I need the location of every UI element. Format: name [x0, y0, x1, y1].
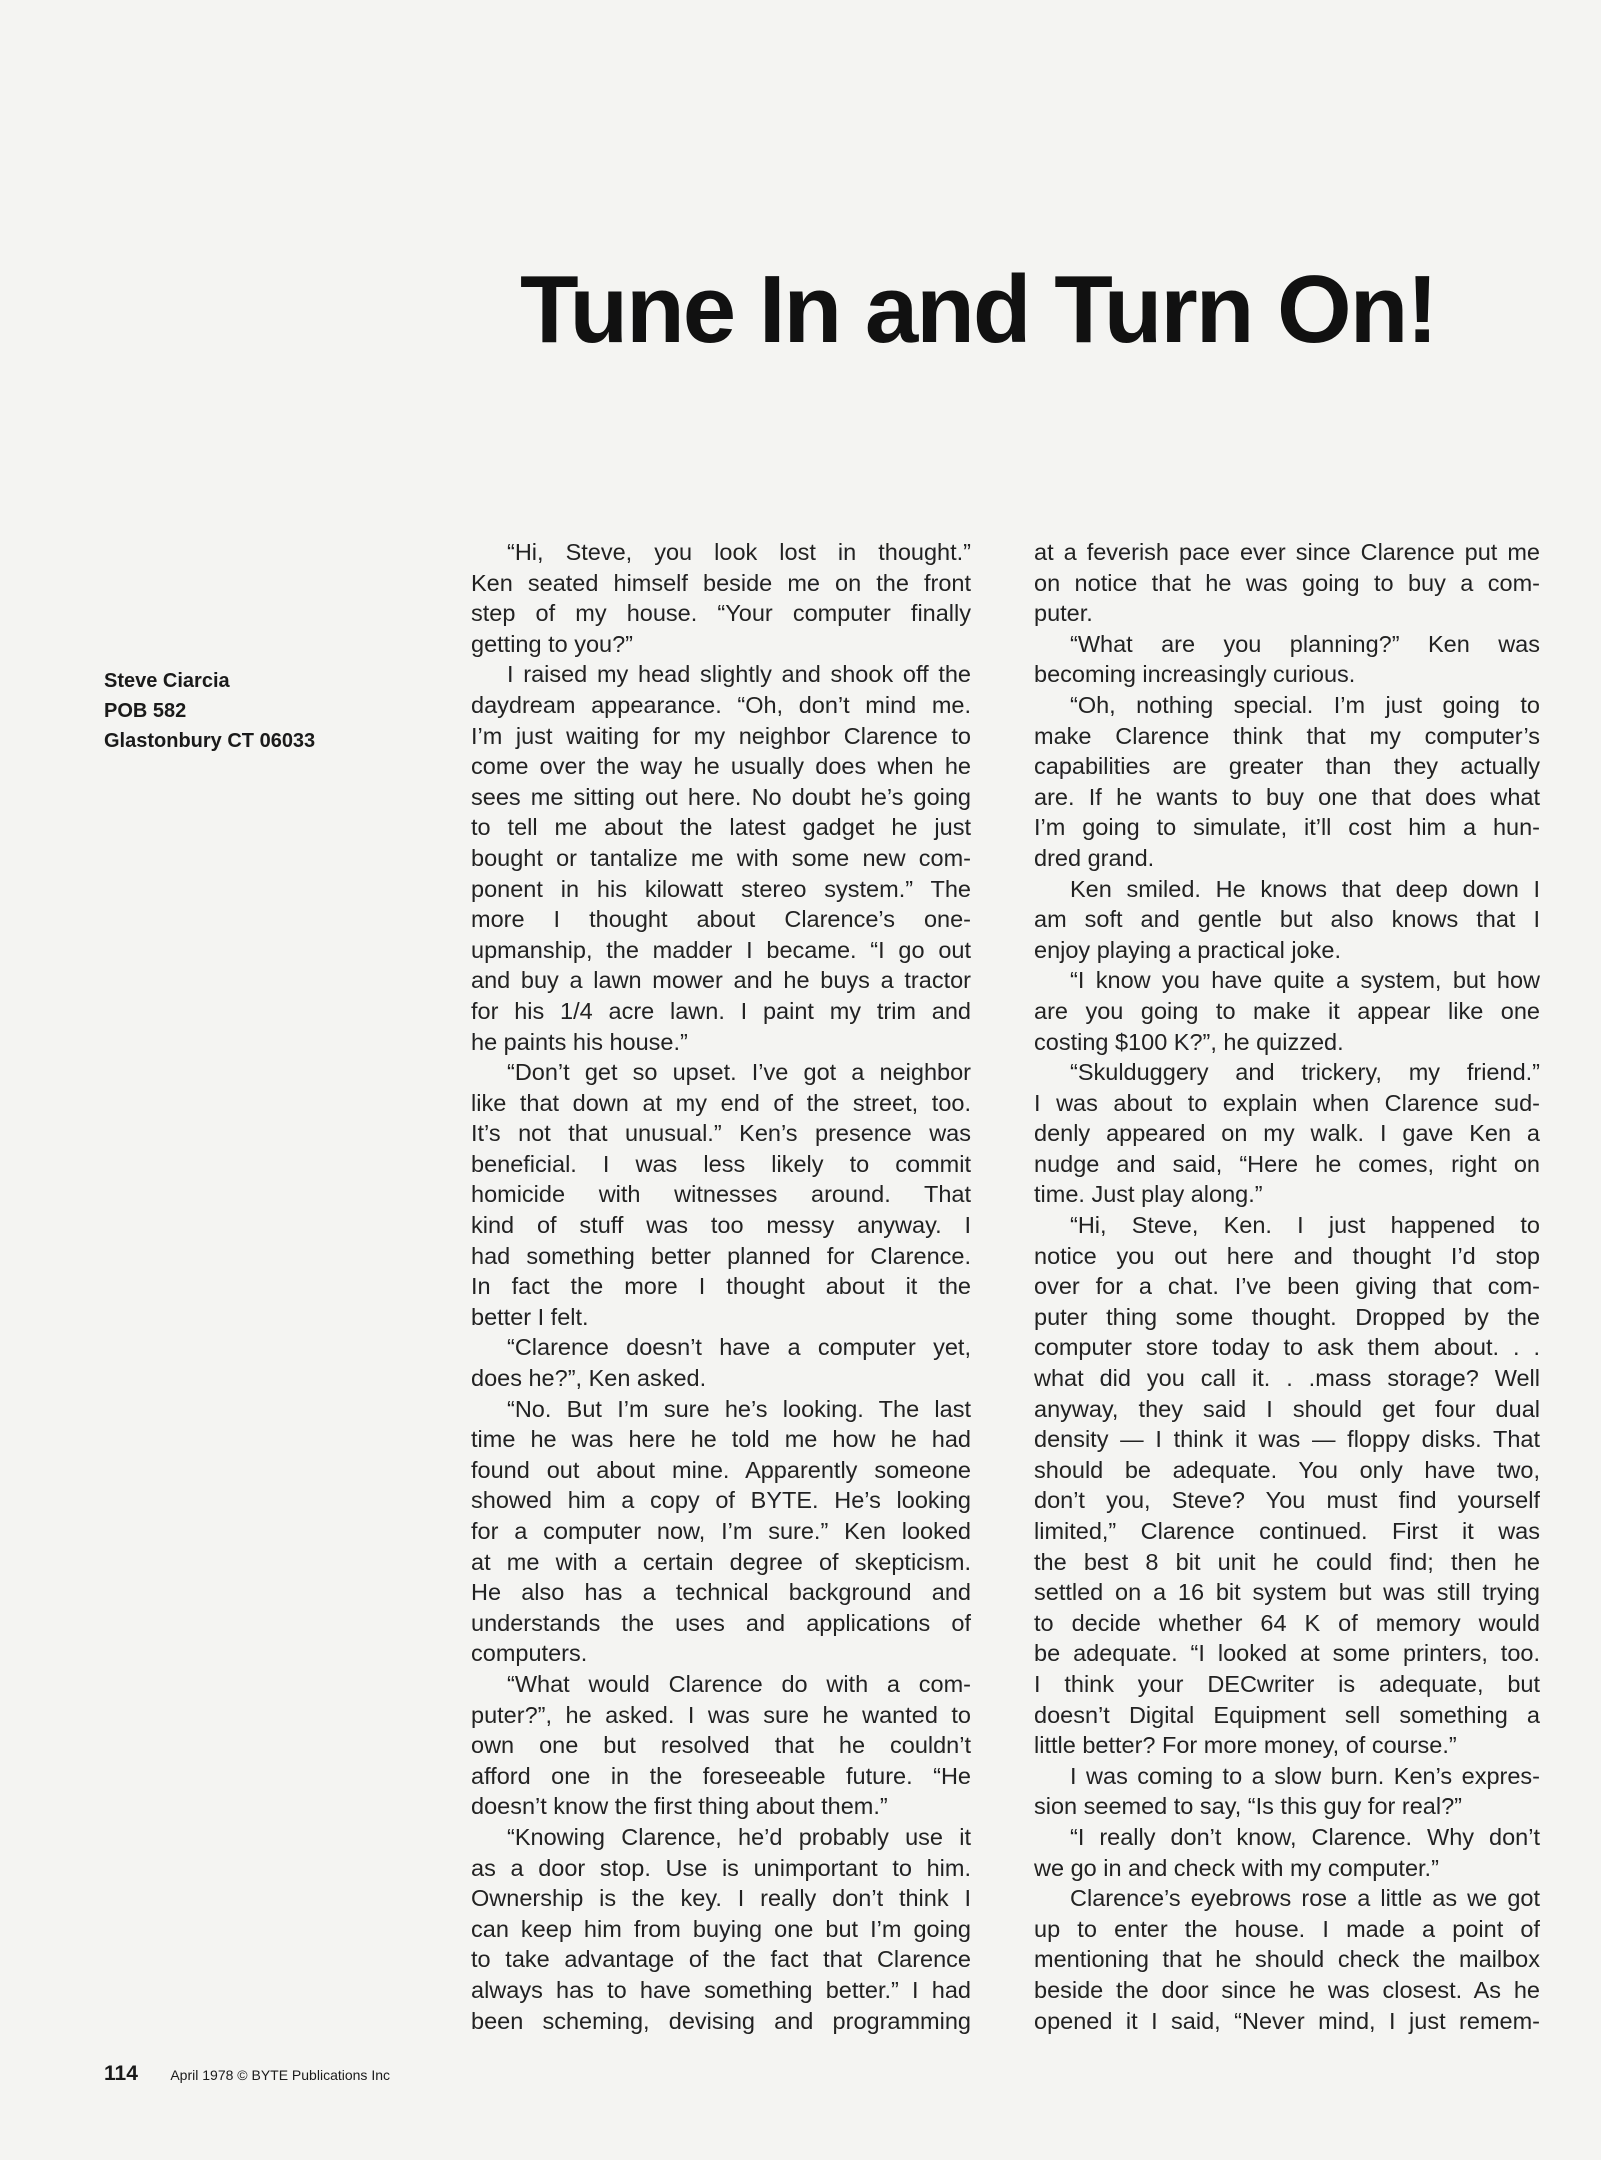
text-line: settled on a 16 bit system but was still trying	[1034, 1579, 1540, 1606]
text-line: density — I think it was — floppy disks. That	[1034, 1426, 1540, 1453]
text-line: “Skulduggery and trickery, my friend.”	[1070, 1059, 1540, 1086]
text-line: puter thing some thought. Dropped by the	[1034, 1303, 1540, 1330]
text-line: own one but resolved that he couldn’t	[471, 1732, 971, 1759]
author-address-line-1: POB 582	[104, 700, 187, 722]
text-line: I raised my head slightly and shook off the	[507, 661, 971, 688]
text-line: becoming increasingly curious.	[1034, 661, 1356, 688]
text-line: costing $100 K?”, he quizzed.	[1034, 1028, 1344, 1055]
text-line: and buy a lawn mower and he buys a tractor	[471, 967, 971, 994]
text-line: mentioning that he should check the mailbox	[1034, 1946, 1540, 1973]
text-line: opened it I said, “Never mind, I just remem-	[1034, 2007, 1540, 2034]
article-title: Tune In and Turn On!	[520, 256, 1437, 363]
text-line: time he was here he told me how he had	[471, 1426, 971, 1453]
text-line: capabilities are greater than they actually	[1034, 753, 1540, 780]
author-name: Steve Ciarcia	[104, 670, 230, 692]
text-line: In fact the more I thought about it the	[471, 1273, 971, 1300]
text-line: be adequate. “I looked at some printers, too.	[1034, 1640, 1540, 1667]
text-line: like that down at my end of the street, too.	[471, 1089, 971, 1116]
text-line: more I thought about Clarence’s one-	[471, 906, 971, 933]
text-line: “What would Clarence do with a com-	[507, 1670, 971, 1697]
text-line: step of my house. “Your computer finally	[471, 600, 971, 627]
text-line: anyway, they said I should get four dual	[1034, 1395, 1540, 1422]
text-line: understands the uses and applications of	[471, 1609, 971, 1636]
text-line: “I really don’t know, Clarence. Why don’t	[1070, 1823, 1540, 1850]
text-line: don’t you, Steve? You must find yourself	[1034, 1487, 1540, 1514]
text-line: does he?”, Ken asked.	[471, 1365, 707, 1392]
text-line: “No. But I’m sure he’s looking. The last	[507, 1395, 971, 1422]
text-line: on notice that he was going to buy a com-	[1034, 569, 1540, 596]
text-line: can keep him from buying one but I’m going	[471, 1915, 971, 1942]
author-block	[104, 666, 404, 756]
text-line: He also has a technical background and	[471, 1579, 971, 1606]
text-line: “Knowing Clarence, he’d probably use it	[507, 1823, 971, 1850]
text-line: found out about mine. Apparently someone	[471, 1456, 971, 1483]
text-line: Ken smiled. He knows that deep down I	[1070, 875, 1540, 902]
text-line: showed him a copy of BYTE. He’s looking	[471, 1487, 971, 1514]
text-line: I was coming to a slow burn. Ken’s expres-	[1070, 1762, 1540, 1789]
text-line: “Oh, nothing special. I’m just going to	[1070, 691, 1540, 718]
text-line: make Clarence think that my computer’s	[1034, 722, 1540, 749]
text-line: bought or tantalize me with some new com-	[471, 844, 971, 871]
text-line: “What are you planning?” Ken was	[1070, 630, 1540, 657]
text-line: we go in and check with my computer.”	[1034, 1854, 1439, 1881]
text-line: computers.	[471, 1640, 588, 1667]
text-line: Ownership is the key. I really don’t think I	[471, 1885, 971, 1912]
text-line: should be adequate. You only have two,	[1034, 1456, 1540, 1483]
text-line: up to enter the house. I made a point of	[1034, 1915, 1540, 1942]
text-line: for a computer now, I’m sure.” Ken looked	[471, 1518, 971, 1544]
text-line: he paints his house.”	[471, 1028, 688, 1055]
text-line: the best 8 bit unit he could find; then he	[1034, 1548, 1540, 1575]
text-line: ponent in his kilowatt stereo system.” The	[471, 875, 971, 902]
page-number: 114	[104, 2062, 138, 2085]
text-line: are. If he wants to buy one that does what	[1034, 783, 1540, 810]
text-line: afford one in the foreseeable future. “He	[471, 1762, 971, 1789]
text-line: nudge and said, “Here he comes, right on	[1034, 1150, 1540, 1177]
text-line: always has to have something better.” I had	[471, 1976, 971, 2003]
publication-credit: April 1978 © BYTE Publications Inc	[170, 2067, 390, 2083]
text-line: beneficial. I was less likely to commit	[471, 1150, 971, 1177]
author-address-line-2: Glastonbury CT 06033	[104, 730, 316, 752]
text-line: I was about to explain when Clarence sud-	[1034, 1089, 1540, 1116]
text-line: sees me sitting out here. No doubt he’s going	[471, 783, 971, 810]
text-line: dred grand.	[1034, 844, 1155, 871]
text-line: “I know you have quite a system, but how	[1070, 967, 1540, 994]
text-line: sion seemed to say, “Is this guy for real?”	[1034, 1793, 1462, 1820]
text-line: to tell me about the latest gadget he just	[471, 814, 971, 841]
text-line: are you going to make it appear like one	[1034, 997, 1540, 1024]
article-column-right	[1034, 537, 1540, 2036]
text-line: computer store today to ask them about. . .	[1034, 1334, 1540, 1361]
text-line: limited,” Clarence continued. First it was	[1034, 1518, 1540, 1544]
text-line: getting to you?”	[471, 630, 633, 657]
text-line: homicide with witnesses around. That	[471, 1181, 971, 1208]
text-line: It’s not that unusual.” Ken’s presence was	[471, 1120, 971, 1147]
text-line: “Don’t get so upset. I’ve got a neighbor	[507, 1059, 971, 1086]
text-line: doesn’t know the first thing about them.”	[471, 1793, 888, 1820]
page-footer	[104, 2062, 390, 2086]
text-line: Ken seated himself beside me on the front	[471, 569, 971, 596]
text-line: come over the way he usually does when he	[471, 753, 971, 780]
text-line: at a feverish pace ever since Clarence put me	[1034, 539, 1540, 565]
text-line: for his 1/4 acre lawn. I paint my trim and	[471, 997, 971, 1024]
article-column-middle	[471, 537, 971, 2036]
text-line: been scheming, devising and programming	[471, 2007, 971, 2034]
text-line: time. Just play along.”	[1034, 1181, 1263, 1208]
text-line: to decide whether 64 K of memory would	[1034, 1609, 1540, 1636]
text-line: at me with a certain degree of skepticism.	[471, 1548, 971, 1575]
text-line: over for a chat. I’ve been giving that com-	[1034, 1273, 1540, 1300]
text-line: had something better planned for Clarence.	[471, 1242, 971, 1269]
text-line: I’m just waiting for my neighbor Clarence to	[471, 722, 971, 749]
text-line: Clarence’s eyebrows rose a little as we got	[1070, 1885, 1540, 1912]
text-line: upmanship, the madder I became. “I go out	[471, 936, 971, 963]
text-line: I’m going to simulate, it’ll cost him a hun-	[1034, 814, 1540, 841]
text-line: to take advantage of the fact that Clarence	[471, 1946, 971, 1973]
text-line: what did you call it. . .mass storage? Well	[1034, 1365, 1540, 1392]
text-line: as a door stop. Use is unimportant to him.	[471, 1854, 971, 1881]
text-line: denly appeared on my walk. I gave Ken a	[1034, 1120, 1540, 1147]
text-line: better I felt.	[471, 1303, 589, 1330]
text-line: puter.	[1034, 600, 1093, 627]
text-line: “Hi, Steve, you look lost in thought.”	[507, 539, 971, 565]
text-line: “Clarence doesn’t have a computer yet,	[507, 1334, 971, 1361]
text-line: am soft and gentle but also knows that I	[1034, 906, 1540, 933]
text-line: notice you out here and thought I’d stop	[1034, 1242, 1540, 1269]
text-line: I think your DECwriter is adequate, but	[1034, 1670, 1540, 1697]
text-line: little better? For more money, of course.”	[1034, 1732, 1457, 1759]
text-line: kind of stuff was too messy anyway. I	[471, 1212, 971, 1239]
text-line: puter?”, he asked. I was sure he wanted to	[471, 1701, 971, 1728]
text-line: doesn’t Digital Equipment sell something a	[1034, 1701, 1540, 1728]
text-line: enjoy playing a practical joke.	[1034, 936, 1341, 963]
text-line: daydream appearance. “Oh, don’t mind me.	[471, 691, 971, 718]
text-line: “Hi, Steve, Ken. I just happened to	[1070, 1212, 1540, 1239]
text-line: beside the door since he was closest. As he	[1034, 1976, 1540, 2003]
